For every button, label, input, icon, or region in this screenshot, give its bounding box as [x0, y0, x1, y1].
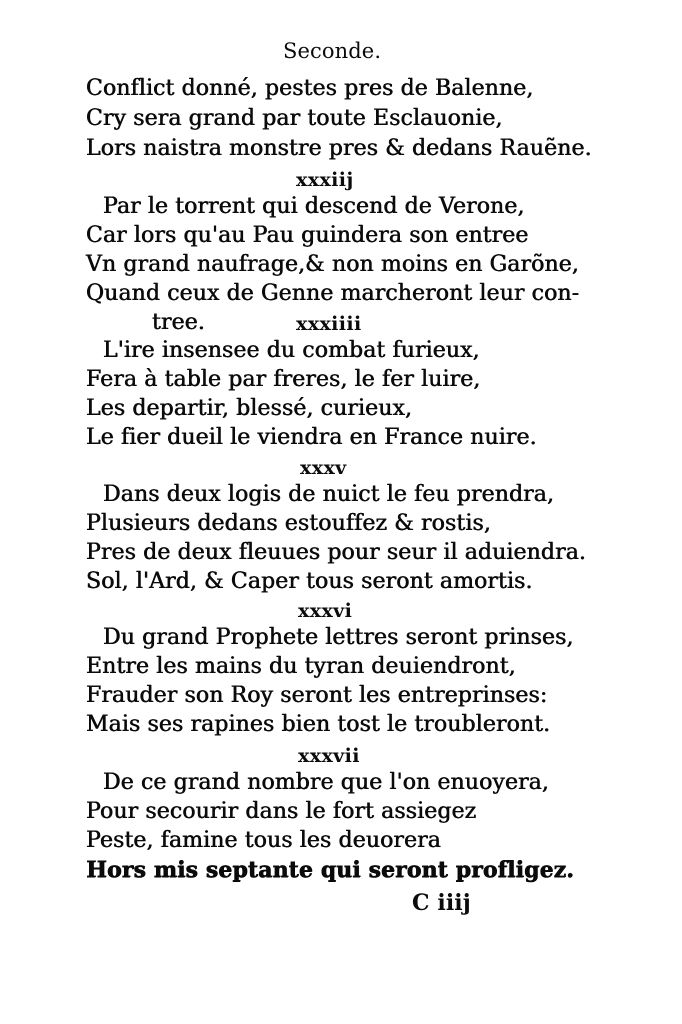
quatrain-number: xxxvi — [298, 600, 353, 622]
quatrain-number: xxxiiii — [296, 313, 362, 335]
verse-line: Entre les mains du tyran deuiendront, — [86, 654, 516, 679]
verse-line: Cry sera grand par toute Esclauonie, — [86, 106, 503, 131]
verse-line: L'ire insensee du combat furieux, — [103, 338, 480, 363]
verse-line: tree. — [152, 310, 205, 335]
verse-line: Le fier dueil le viendra en France nuire. — [86, 425, 537, 450]
verse-line: Dans deux logis de nuict le feu prendra, — [103, 482, 555, 507]
verse-line: Lors naistra monstre pres & dedans Rauẽne. — [86, 136, 592, 161]
verse-line: Pres de deux fleuues pour seur il aduiendra. — [86, 540, 586, 565]
verse-line: Vn grand naufrage,& non moins en Garõne, — [86, 252, 579, 277]
verse-line: Quand ceux de Genne marcheront leur con- — [86, 281, 580, 306]
verse-line: Du grand Prophete lettres seront prinses, — [103, 625, 574, 650]
verse-line: Fera à table par freres, le fer luire, — [86, 367, 481, 392]
verse-line: Sol, l'Ard, & Caper tous seront amortis. — [86, 569, 533, 594]
verse-line: Plusieurs dedans estouffez & rostis, — [86, 511, 491, 536]
verse-line: Hors mis septante qui seront profligez. — [86, 857, 574, 883]
signature-mark: C iiij — [412, 890, 471, 916]
verse-line: Pour secourir dans le fort assiegez — [86, 799, 477, 824]
verse-line: Frauder son Roy seront les entreprinses: — [86, 683, 548, 708]
quatrain-number: xxxvii — [298, 745, 360, 767]
verse-line: Les departir, blessé, curieux, — [86, 396, 413, 421]
verse-line: Mais ses rapines bien tost le troubleront. — [86, 712, 551, 737]
verse-line: Car lors qu'au Pau guindera son entree — [86, 223, 529, 248]
verse-line: Peste, famine tous les deuorera — [86, 828, 441, 853]
verse-line: Conflict donné, pestes pres de Balenne, — [86, 76, 534, 101]
quatrain-number: xxxiij — [296, 169, 354, 191]
quatrain-number: xxxv — [300, 457, 347, 479]
running-head: Seconde. — [283, 39, 382, 63]
verse-line: Par le torrent qui descend de Verone, — [103, 194, 525, 219]
verse-line: De ce grand nombre que l'on enuoyera, — [103, 770, 549, 795]
